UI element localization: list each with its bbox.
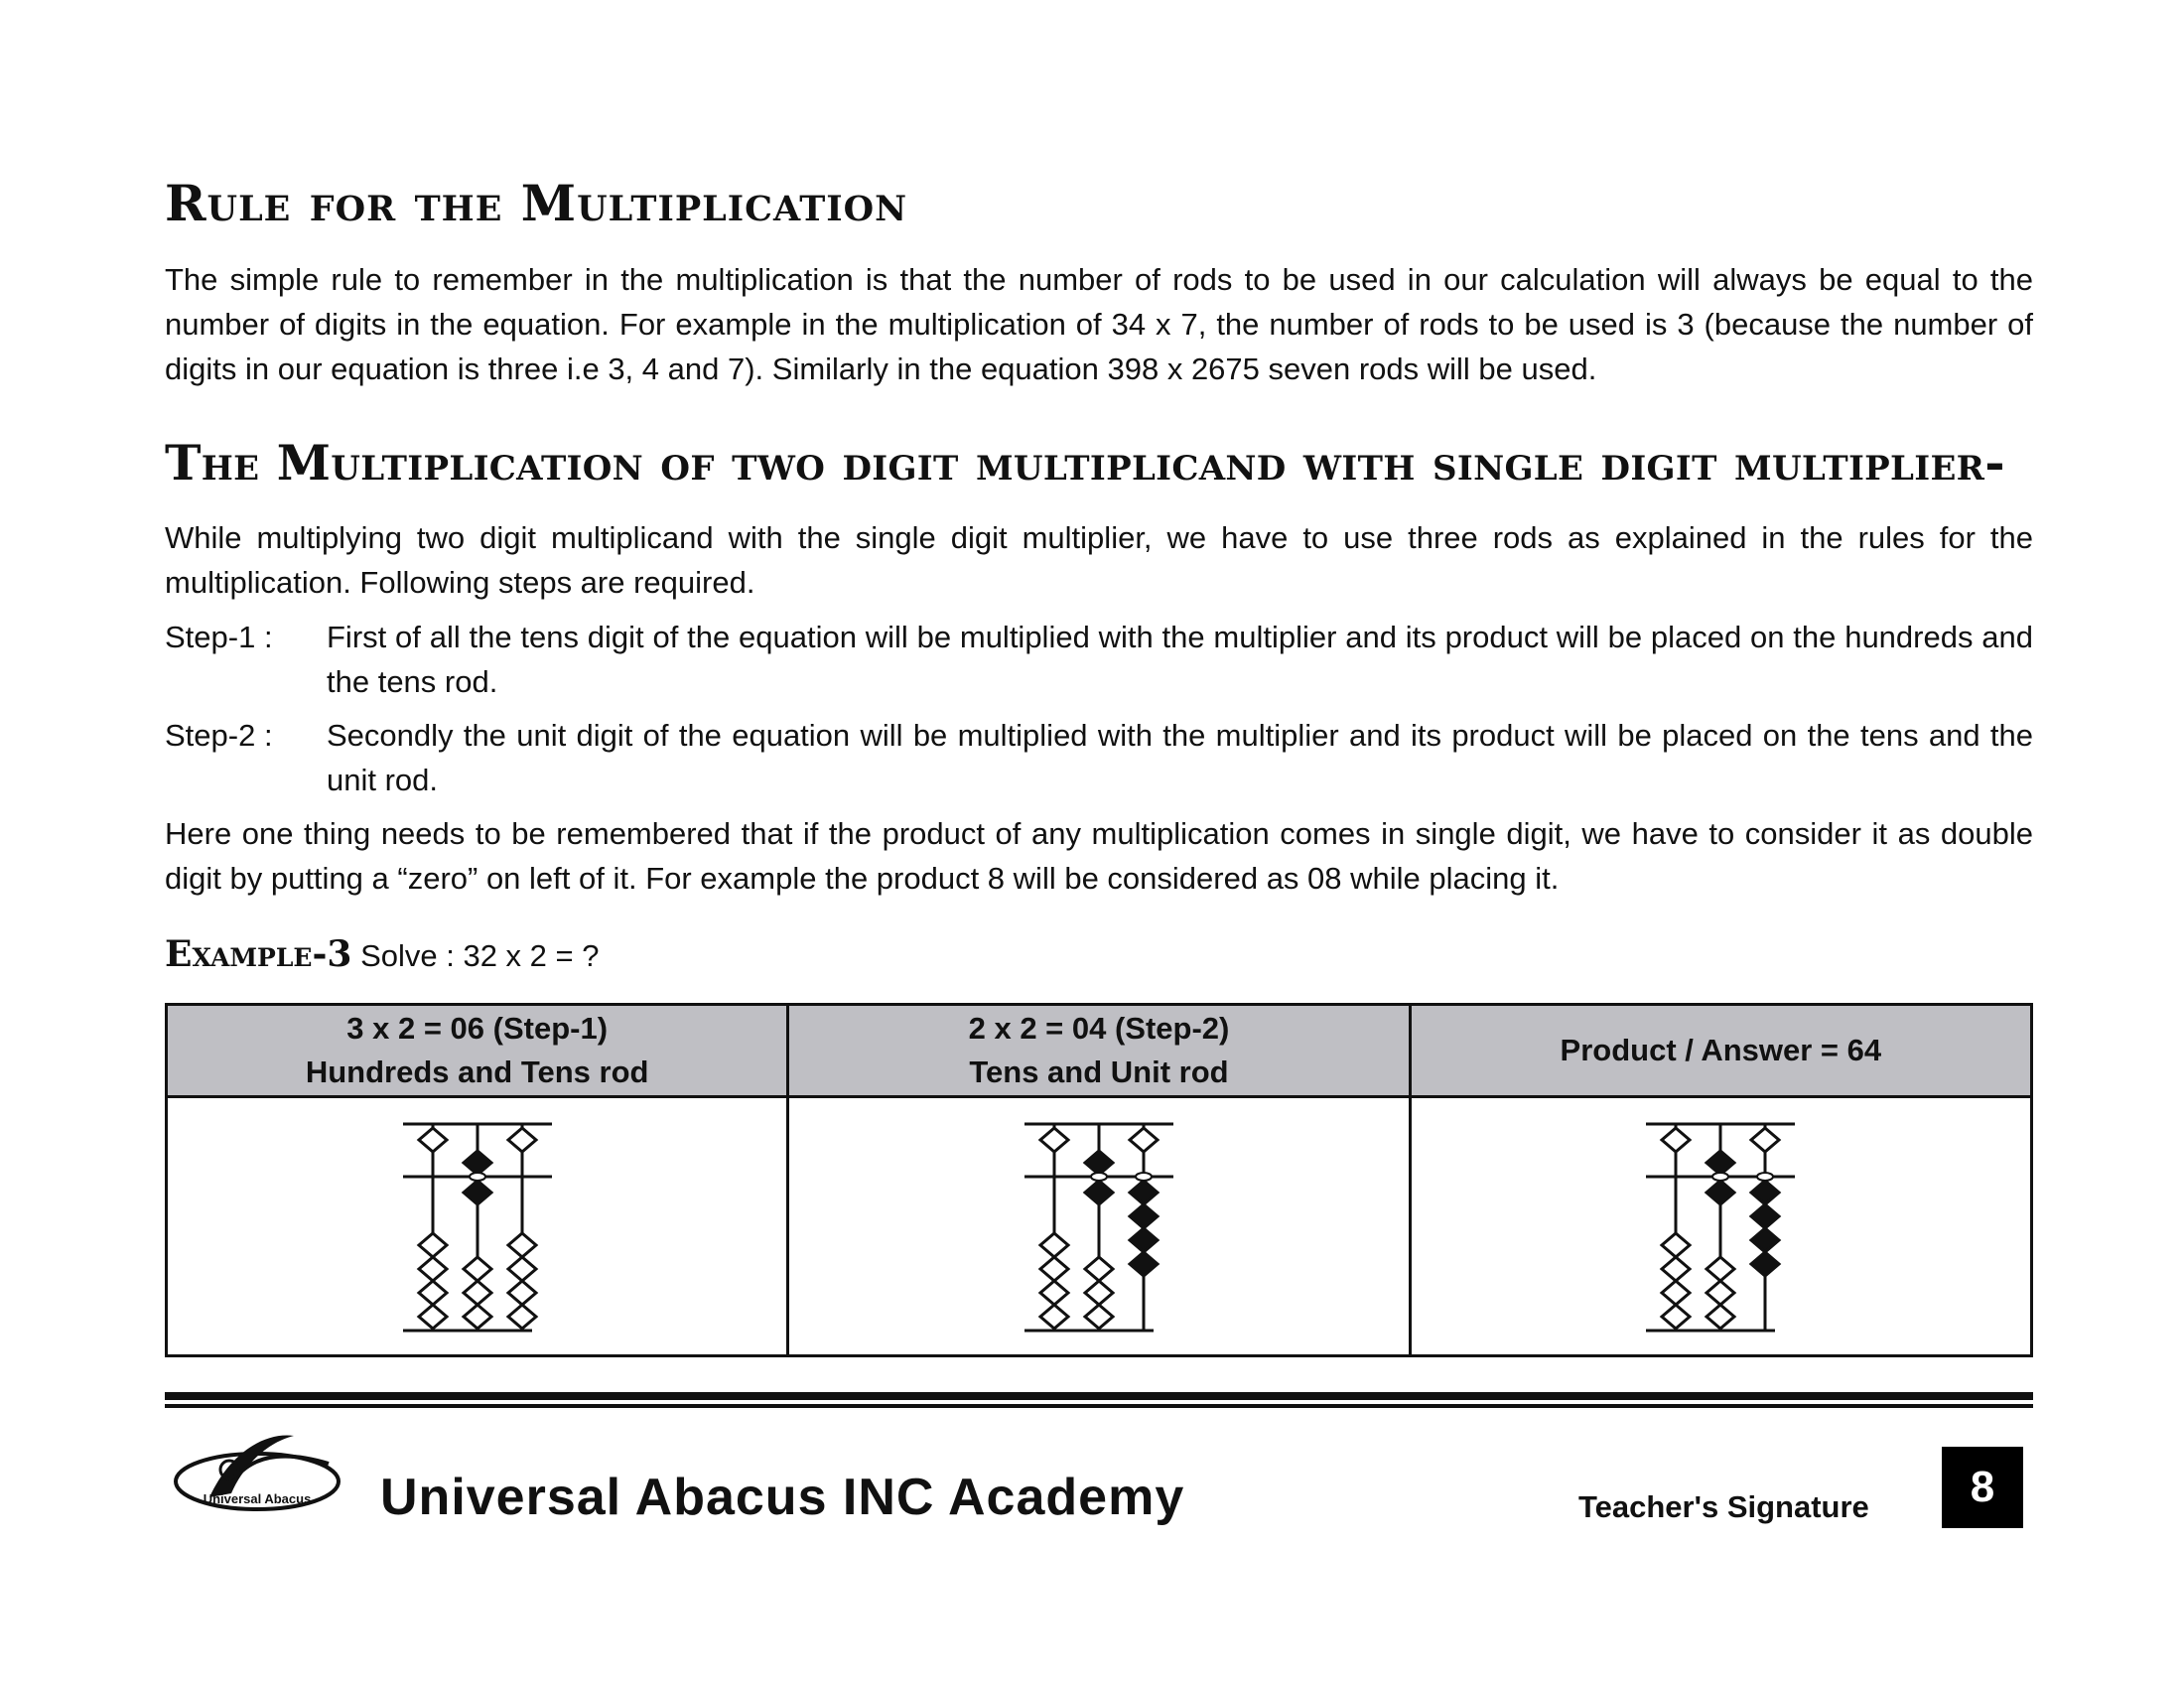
- abacus-cell-1: [167, 1097, 788, 1356]
- abacus-bead: [508, 1128, 536, 1152]
- column-header-3: [1410, 1005, 2031, 1097]
- unit-marker: [470, 1173, 485, 1181]
- abacus-bead-active: [1130, 1204, 1158, 1228]
- rule-paragraph: The simple rule to remember in the multiplication is that the number of rods to be used in our calculation will always be equal to the number of digits in the equation. For example in the multiplication of 34 x 7, the number of rods to be used is 3 (because the number of digits in our equation is three i.e 3, 4 and 7). Similarly in the equation 398 x 2675 seven rods will be used.: [165, 262, 2033, 386]
- abacus-bead: [1706, 1257, 1734, 1281]
- abacus-bead: [1706, 1281, 1734, 1305]
- abacus-bead-active: [1751, 1204, 1779, 1228]
- column-header-1: [167, 1005, 788, 1097]
- section-intro: While multiplying two digit multiplicand with the single digit multiplier, we have to use three rods as explained in the rules for the multiplication. Following steps are required.: [165, 520, 2033, 600]
- abacus-bead: [419, 1281, 447, 1305]
- abacus-bead-active: [1751, 1181, 1779, 1204]
- abacus-bead: [419, 1305, 447, 1329]
- unit-marker: [1757, 1173, 1773, 1181]
- example-problem: Solve : 32 x 2 = ?: [360, 938, 600, 973]
- abacus-bead: [1085, 1257, 1113, 1281]
- abacus-bead: [1040, 1257, 1068, 1281]
- universal-abacus-logo: [170, 1424, 348, 1523]
- unit-marker: [1136, 1173, 1152, 1181]
- abacus-bead: [508, 1305, 536, 1329]
- column-1-line1: 3 x 2 = 06 (Step-1): [346, 1011, 609, 1046]
- abacus-bead-active: [1706, 1151, 1734, 1175]
- abacus-bead: [1662, 1257, 1690, 1281]
- abacus-bead-active: [1130, 1252, 1158, 1276]
- column-2-line2: Tens and Unit rod: [969, 1055, 1229, 1089]
- abacus-bead: [1751, 1128, 1779, 1152]
- column-header-2: [788, 1005, 1410, 1097]
- abacus-bead-active: [464, 1151, 491, 1175]
- column-1-line2: Hundreds and Tens rod: [305, 1055, 649, 1089]
- abacus-bead: [1662, 1281, 1690, 1305]
- column-2-line1: 2 x 2 = 04 (Step-2): [968, 1011, 1230, 1046]
- footer-divider-thick: [165, 1392, 2033, 1400]
- footer-divider-thin: [165, 1404, 2033, 1408]
- abacus-bead-active: [1085, 1181, 1113, 1204]
- abacus-bead: [1040, 1233, 1068, 1257]
- abacus-bead-active: [1751, 1252, 1779, 1276]
- abacus-diagram: [403, 1112, 552, 1340]
- abacus-diagram: [1024, 1112, 1173, 1340]
- abacus-bead-active: [1751, 1228, 1779, 1252]
- abacus-bead: [508, 1233, 536, 1257]
- abacus-bead: [1040, 1128, 1068, 1152]
- unit-marker: [1712, 1173, 1728, 1181]
- abacus-bead: [464, 1257, 491, 1281]
- abacus-bead: [1662, 1305, 1690, 1329]
- page-number: 8: [1942, 1447, 2023, 1528]
- abacus-bead-active: [1085, 1151, 1113, 1175]
- abacus-bead: [464, 1281, 491, 1305]
- steps-table: [165, 1003, 2033, 1357]
- abacus-cell-2: [788, 1097, 1410, 1356]
- abacus-cell-3: [1410, 1097, 2031, 1356]
- abacus-bead: [1130, 1128, 1158, 1152]
- step-2-label: Step-2 :: [165, 718, 273, 753]
- abacus-bead: [1662, 1233, 1690, 1257]
- zero-note: Here one thing needs to be remembered that if the product of any multiplication comes in single digit, we have to consider it as double digit by putting a “zero” on left of it. For example the product 8 will be considered as 08 while placing it.: [165, 816, 2033, 896]
- abacus-bead: [419, 1233, 447, 1257]
- abacus-bead-active: [464, 1181, 491, 1204]
- teacher-signature-label: Teacher's Signature: [1578, 1489, 1869, 1524]
- abacus-bead: [508, 1281, 536, 1305]
- step-1-text: First of all the tens digit of the equation will be multiplied with the multiplier and its product will be placed on the hundreds and the tens rod.: [327, 620, 2033, 699]
- step-1: [165, 615, 2033, 704]
- abacus-bead-active: [1706, 1181, 1734, 1204]
- abacus-bead: [1706, 1305, 1734, 1329]
- abacus-bead: [1085, 1305, 1113, 1329]
- example-title: Example-3: [165, 933, 352, 975]
- abacus-bead: [1662, 1128, 1690, 1152]
- abacus-bead: [419, 1128, 447, 1152]
- abacus-bead: [1040, 1281, 1068, 1305]
- abacus-bead: [1040, 1305, 1068, 1329]
- step-2-text: Secondly the unit digit of the equation will be multiplied with the multiplier and its product will be placed on the tens and the unit rod.: [327, 718, 2033, 797]
- rule-title: Rule for the Multiplication: [165, 174, 908, 232]
- abacus-bead-active: [1130, 1181, 1158, 1204]
- step-1-label: Step-1 :: [165, 620, 273, 654]
- logo-text: Universal Abacus: [203, 1491, 312, 1506]
- example-heading: [165, 933, 599, 975]
- step-2: [165, 713, 2033, 802]
- section-title: The Multiplication of two digit multiplicand with single digit multiplier-: [165, 434, 2005, 492]
- unit-marker: [1091, 1173, 1107, 1181]
- column-3-line1: Product / Answer = 64: [1560, 1033, 1882, 1067]
- abacus-bead: [419, 1257, 447, 1281]
- abacus-diagram: [1646, 1112, 1795, 1340]
- abacus-bead: [1085, 1281, 1113, 1305]
- abacus-bead: [464, 1305, 491, 1329]
- abacus-bead: [508, 1257, 536, 1281]
- abacus-bead-active: [1130, 1228, 1158, 1252]
- academy-name: Universal Abacus INC Academy: [380, 1469, 1185, 1526]
